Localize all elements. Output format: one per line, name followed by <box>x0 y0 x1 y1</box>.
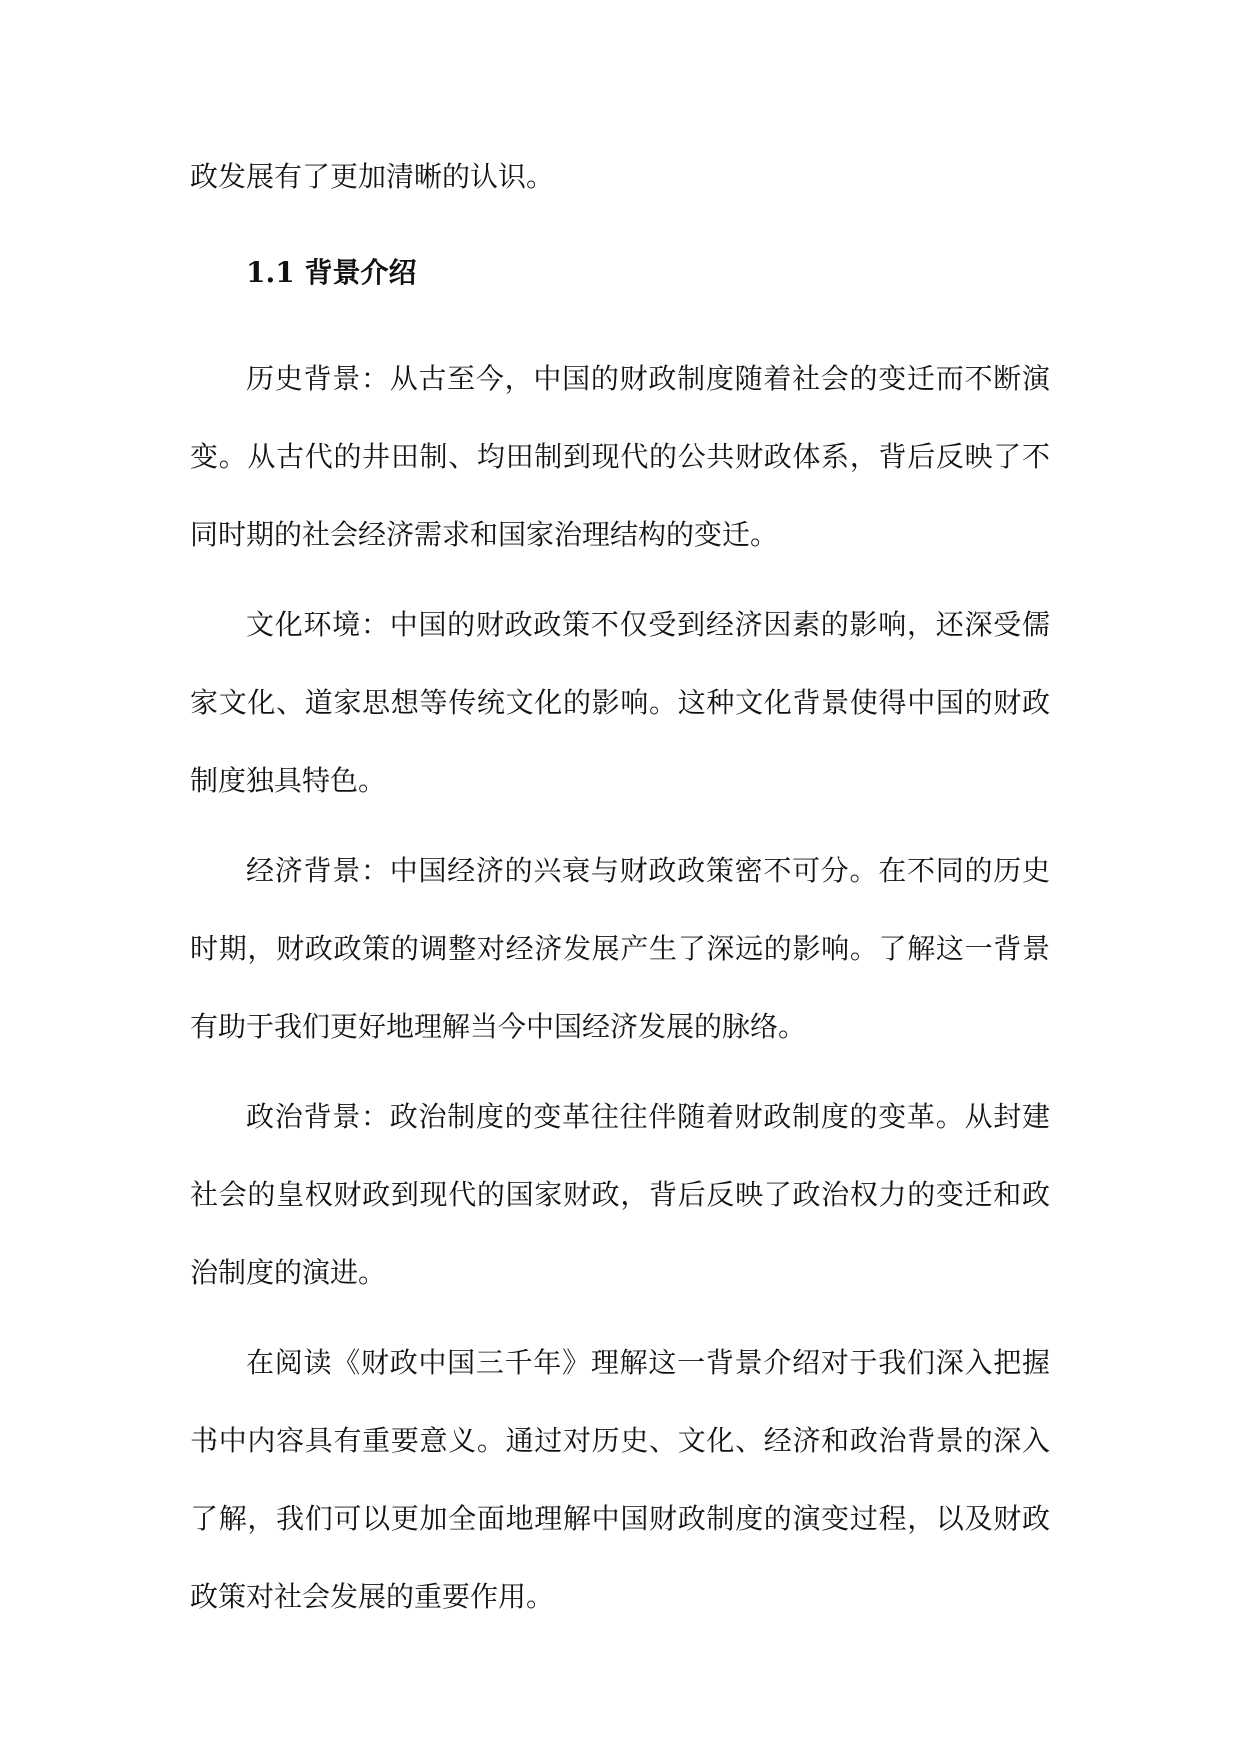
text-line: 同时期的社会经济需求和国家治理结构的变迁。 <box>190 518 779 551</box>
text-line: 家文化、道家思想等传统文化的影响。这种文化背景使得中国的财政 <box>190 686 1050 719</box>
paragraph-culture <box>190 586 1050 820</box>
section-title: 背景介绍 <box>304 256 417 289</box>
text-line: 政治背景：政治制度的变革往往伴随着财政制度的变革。从封建 <box>246 1100 1050 1133</box>
text-line: 时期，财政政策的调整对经济发展产生了深远的影响。了解这一背景 <box>190 932 1050 965</box>
text-line: 制度独具特色。 <box>190 764 387 797</box>
text-line: 政发展有了更加清晰的认识。 <box>190 160 555 193</box>
text-line: 政策对社会发展的重要作用。 <box>190 1580 555 1613</box>
text-line: 经济背景：中国经济的兴衰与财政政策密不可分。在不同的历史 <box>246 854 1050 887</box>
text-line: 历史背景：从古至今，中国的财政制度随着社会的变迁而不断演 <box>246 362 1050 395</box>
text-line: 有助于我们更好地理解当今中国经济发展的脉络。 <box>190 1010 807 1043</box>
text-line: 文化环境：中国的财政政策不仅受到经济因素的影响，还深受儒 <box>246 608 1050 641</box>
text-line: 书中内容具有重要意义。通过对历史、文化、经济和政治背景的深入 <box>190 1424 1050 1457</box>
section-heading <box>190 234 1050 312</box>
section-number: 1.1 <box>246 256 295 289</box>
text-line: 了解，我们可以更加全面地理解中国财政制度的演变过程，以及财政 <box>190 1502 1050 1535</box>
paragraph-history <box>190 340 1050 574</box>
text-line: 治制度的演进。 <box>190 1256 387 1289</box>
text-line: 变。从古代的井田制、均田制到现代的公共财政体系，背后反映了不 <box>190 440 1050 473</box>
page-content <box>190 138 1050 1648</box>
paragraph-politics <box>190 1078 1050 1312</box>
paragraph-economy <box>190 832 1050 1066</box>
paragraph-conclusion <box>190 1324 1050 1636</box>
text-line: 社会的皇权财政到现代的国家财政，背后反映了政治权力的变迁和政 <box>190 1178 1050 1211</box>
text-line: 在阅读《财政中国三千年》理解这一背景介绍对于我们深入把握 <box>246 1346 1050 1379</box>
intro-paragraph <box>190 138 1050 216</box>
